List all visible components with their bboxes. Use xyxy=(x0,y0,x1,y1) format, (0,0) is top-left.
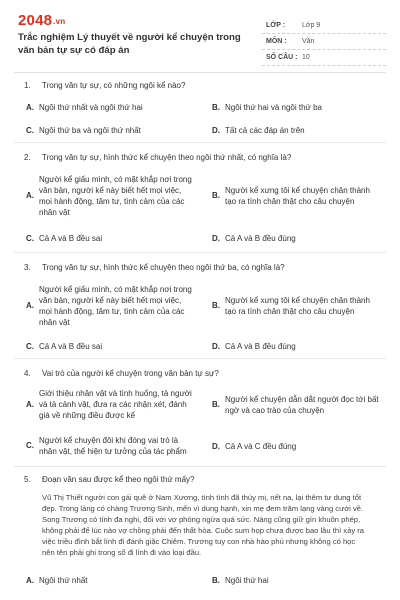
option-letter: C. xyxy=(26,342,34,351)
option-text: Cả A và B đều sai xyxy=(39,234,103,243)
question-number: 1. xyxy=(24,81,31,90)
option-text-line: mọi hành động, tâm tư, tình cảm của các xyxy=(39,307,185,316)
option-letter: D. xyxy=(212,342,220,351)
option-b[interactable] xyxy=(212,185,387,207)
question-number: 5. xyxy=(24,475,31,484)
option-a[interactable] xyxy=(26,388,206,421)
option-text-line: nhân vật xyxy=(39,318,70,327)
option-text-line: tạo ra tính chân thật cho câu chuyện xyxy=(225,307,355,316)
logo-text: 2048 xyxy=(18,12,53,29)
option-text-line: Người kể xưng tôi kể chuyện chân thành xyxy=(225,296,370,305)
option-text: Ngôi thứ hai xyxy=(225,576,269,585)
option-text-line: Giới thiệu nhân vật và tình huống, tả người xyxy=(39,389,192,398)
option-letter: A. xyxy=(26,576,34,585)
option-letter: C. xyxy=(26,234,34,243)
passage-line: việc triều đình bắt lính đi đánh giặc Chiêm. Trương tuy con nhà hào phú nhưng không có học xyxy=(42,537,356,546)
option-letter: D. xyxy=(212,442,220,451)
meta-key: LỚP : xyxy=(266,22,286,29)
option-text: Ngôi thứ hai và ngôi thứ ba xyxy=(225,103,322,112)
option-a[interactable] xyxy=(26,174,206,218)
question-divider xyxy=(14,358,386,359)
option-letter: A. xyxy=(26,191,34,200)
option-letter: D. xyxy=(212,126,220,135)
passage-line: Vũ Thị Thiết người con gái quê ở Nam Xương, tính tình đã thùy mị, nết na, lại thêm tư dung tốt xyxy=(42,493,362,502)
option-b[interactable] xyxy=(212,394,387,416)
passage-line: Song Trương có tính đa nghi, đối với vợ phòng ngừa quá sức. Nàng cũng giữ gìn khuôn phép, xyxy=(42,515,361,524)
option-letter: C. xyxy=(26,126,34,135)
option-text-line: nhân vật, thể hiện tư tưởng của tác phẩm xyxy=(39,447,187,456)
option-letter: B. xyxy=(212,103,220,112)
meta-row-count xyxy=(262,50,386,66)
option-letter: A. xyxy=(26,103,34,112)
question-text: Đoạn văn sau được kể theo ngôi thứ mấy? xyxy=(42,475,195,484)
header-divider xyxy=(14,72,386,73)
question-text: Trong văn tự sự, có những ngôi kể nào? xyxy=(42,81,186,90)
option-b[interactable] xyxy=(212,295,387,317)
option-text-line: tạo ra tính chân thật cho câu chuyện xyxy=(225,197,355,206)
question-text: Trong văn tự sự, hình thức kể chuyện theo ngôi thứ ba, có nghĩa là? xyxy=(42,263,285,272)
option-letter: A. xyxy=(26,400,34,409)
meta-table xyxy=(262,18,386,66)
option-text: Ngôi thứ nhất và ngôi thứ hai xyxy=(39,103,143,112)
option-letter: C. xyxy=(26,441,34,450)
question-text: Trong văn tự sự, hình thức kể chuyện theo ngôi thứ nhất, có nghĩa là? xyxy=(42,153,292,162)
option-text: Tất cả các đáp án trên xyxy=(225,126,305,135)
question-text: Vai trò của người kể chuyện trong văn bản tự sự? xyxy=(42,369,219,378)
meta-key: MÔN : xyxy=(266,38,287,45)
option-letter: B. xyxy=(212,400,220,409)
passage-line: không phải để lúc nào vợ chồng phải đến thất hòa. Cuộc sum họp chưa được bao lâu thì xảy ra xyxy=(42,526,364,535)
option-c[interactable] xyxy=(26,435,206,457)
question-number: 3. xyxy=(24,263,31,272)
option-letter: B. xyxy=(212,576,220,585)
meta-value: 10 xyxy=(302,54,310,61)
option-text-line: ngờ và cao trào của chuyện xyxy=(225,406,325,415)
site-logo[interactable] xyxy=(18,12,65,29)
option-a[interactable] xyxy=(26,284,206,328)
option-text-line: văn bản, người kể này biết hết mọi việc, xyxy=(39,296,182,305)
option-text: Cả A và B đều đúng xyxy=(225,234,296,243)
question-divider xyxy=(14,252,386,253)
option-text-line: văn bản, người kể này biết hết mọi việc, xyxy=(39,186,182,195)
passage-line: đẹp. Trong làng có chàng Trương Sinh, mến vì dung hạnh, xin mẹ đem trăm lạng vàng cưới về. xyxy=(42,504,364,513)
option-text: Cả A và B đều đúng xyxy=(225,342,296,351)
option-text-line: Người kể xưng tôi kể chuyện chân thành xyxy=(225,186,370,195)
question-number: 4. xyxy=(24,369,31,378)
option-text-line: và tả cảnh vật, đưa ra các nhận xét, đánh xyxy=(39,400,187,409)
option-text: Cả A và B đều sai xyxy=(39,342,103,351)
document-title: Trắc nghiệm Lý thuyết về người kể chuyện trong văn bản tự sự có đáp án xyxy=(18,32,241,56)
page-header xyxy=(14,10,386,62)
option-text-line: Người kể chuyện đôi khi đóng vai trò là xyxy=(39,436,179,445)
meta-row-class xyxy=(262,18,386,34)
question-number: 2. xyxy=(24,153,31,162)
meta-value: Văn xyxy=(302,38,315,45)
option-letter: B. xyxy=(212,191,220,200)
logo-suffix: .vn xyxy=(53,17,66,26)
question-divider xyxy=(14,142,386,143)
option-text: Cả A và C đều đúng xyxy=(225,442,297,451)
option-text-line: Người kể chuyện dẫn dắt người đọc tới bất xyxy=(225,395,379,404)
meta-value: Lớp 9 xyxy=(302,22,321,29)
option-letter: B. xyxy=(212,301,220,310)
passage-line: nên tên phải ghi trong sổ đi lính đi vào loại đầu. xyxy=(42,548,202,557)
option-text-line: Người kể giấu mình, có mặt khắp nơi trong xyxy=(39,285,192,294)
option-letter: A. xyxy=(26,301,34,310)
option-text: Ngôi thứ ba và ngôi thứ nhất xyxy=(39,126,141,135)
option-text-line: giá về những điều được kể xyxy=(39,411,136,420)
meta-row-subject xyxy=(262,34,386,50)
option-text-line: nhân vật xyxy=(39,208,70,217)
question-divider xyxy=(14,466,386,467)
option-letter: D. xyxy=(212,234,220,243)
reading-passage xyxy=(42,492,382,558)
option-text: Ngôi thứ nhất xyxy=(39,576,88,585)
option-text-line: mọi hành động, tâm tư, tình cảm của các xyxy=(39,197,185,206)
meta-key: SỐ CÂU : xyxy=(266,54,298,61)
option-text-line: Người kể giấu mình, có mặt khắp nơi trong xyxy=(39,175,192,184)
